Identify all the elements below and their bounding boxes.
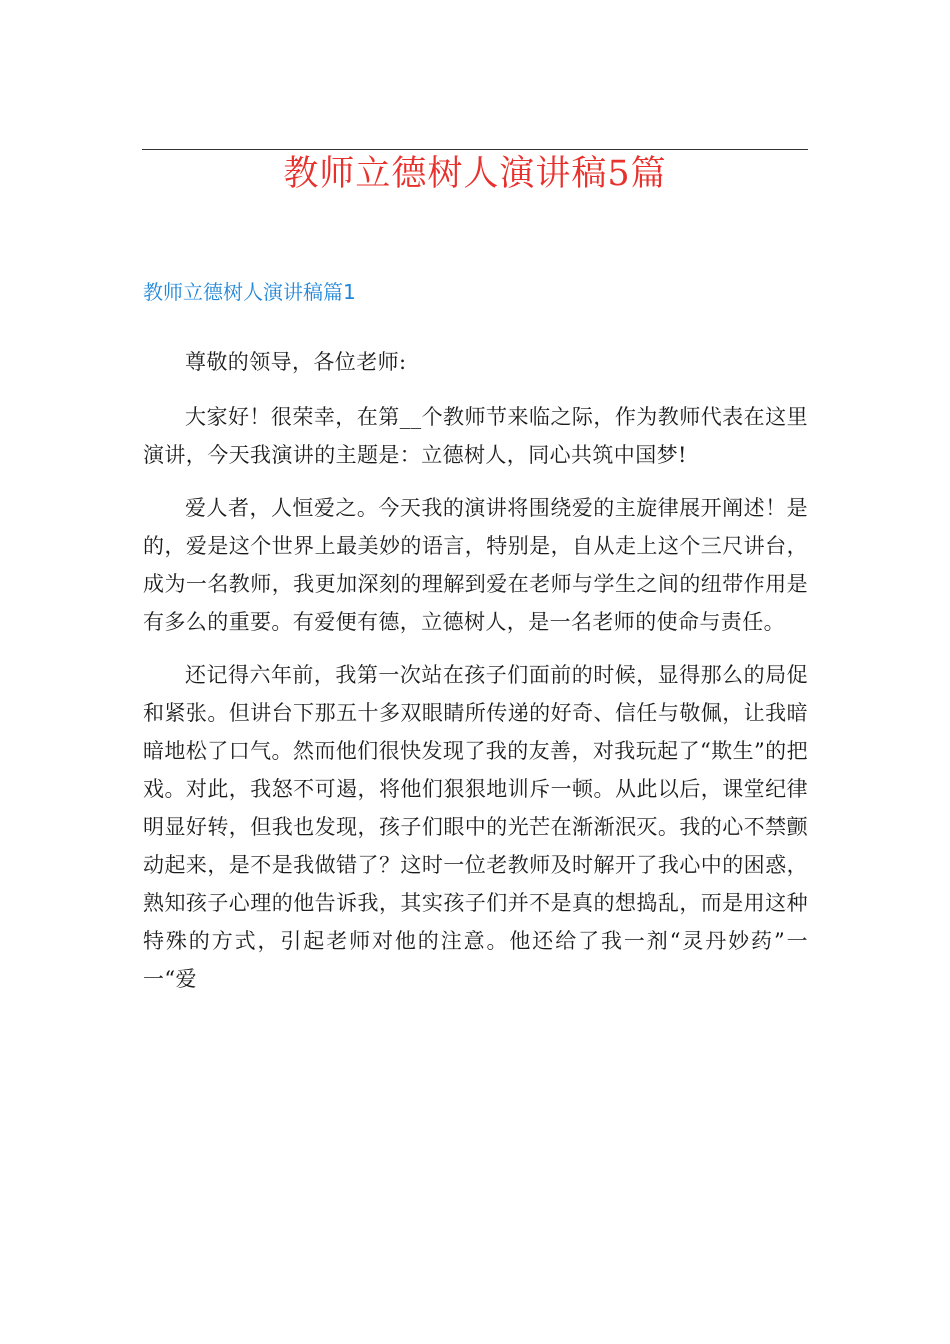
body-paragraph: 还记得六年前，我第一次站在孩子们面前的时候，显得那么的局促和紧张。但讲台下那五十多双眼睛所传递的好奇、信任与敬佩，让我暗暗地松了口气。然而他们很快发现了我的友善，对我玩起了“欺生”的把戏。对此，我怒不可遏，将他们狠狠地训斥一顿。从此以后，课堂纪律明显好转，但我也发现，孩子们眼中的光芒在渐渐泯灭。我的心不禁颤动起来，是不是我做错了？这时一位老教师及时解开了我心中的困惑，熟知孩子心理的他告诉我，其实孩子们并不是真的想捣乱，而是用这种特殊的方式，引起老师对他的注意。他还给了我一剂“灵丹妙药”一一“爱 bbox=[143, 663, 808, 991]
document-body bbox=[143, 343, 808, 1013]
salutation-paragraph: 尊敬的领导，各位老师: bbox=[185, 350, 407, 374]
body-paragraph: 大家好！很荣幸，在第__个教师节来临之际，作为教师代表在这里演讲，今天我演讲的主题是：立德树人，同心共筑中国梦! bbox=[143, 405, 808, 467]
body-paragraph: 爱人者，人恒爱之。今天我的演讲将围绕爱的主旋律展开阐述！是的，爱是这个世界上最美妙的语言，特别是，自从走上这个三尺讲台，成为一名教师，我更加深刻的理解到爱在老师与学生之间的纽带作用是有多么的重要。有爱便有德，立德树人，是一名老师的使命与责任。 bbox=[143, 496, 808, 634]
document-title: 教师立德树人演讲稿5篇 bbox=[283, 154, 667, 194]
section-heading: 教师立德树人演讲稿篇1 bbox=[143, 280, 356, 304]
